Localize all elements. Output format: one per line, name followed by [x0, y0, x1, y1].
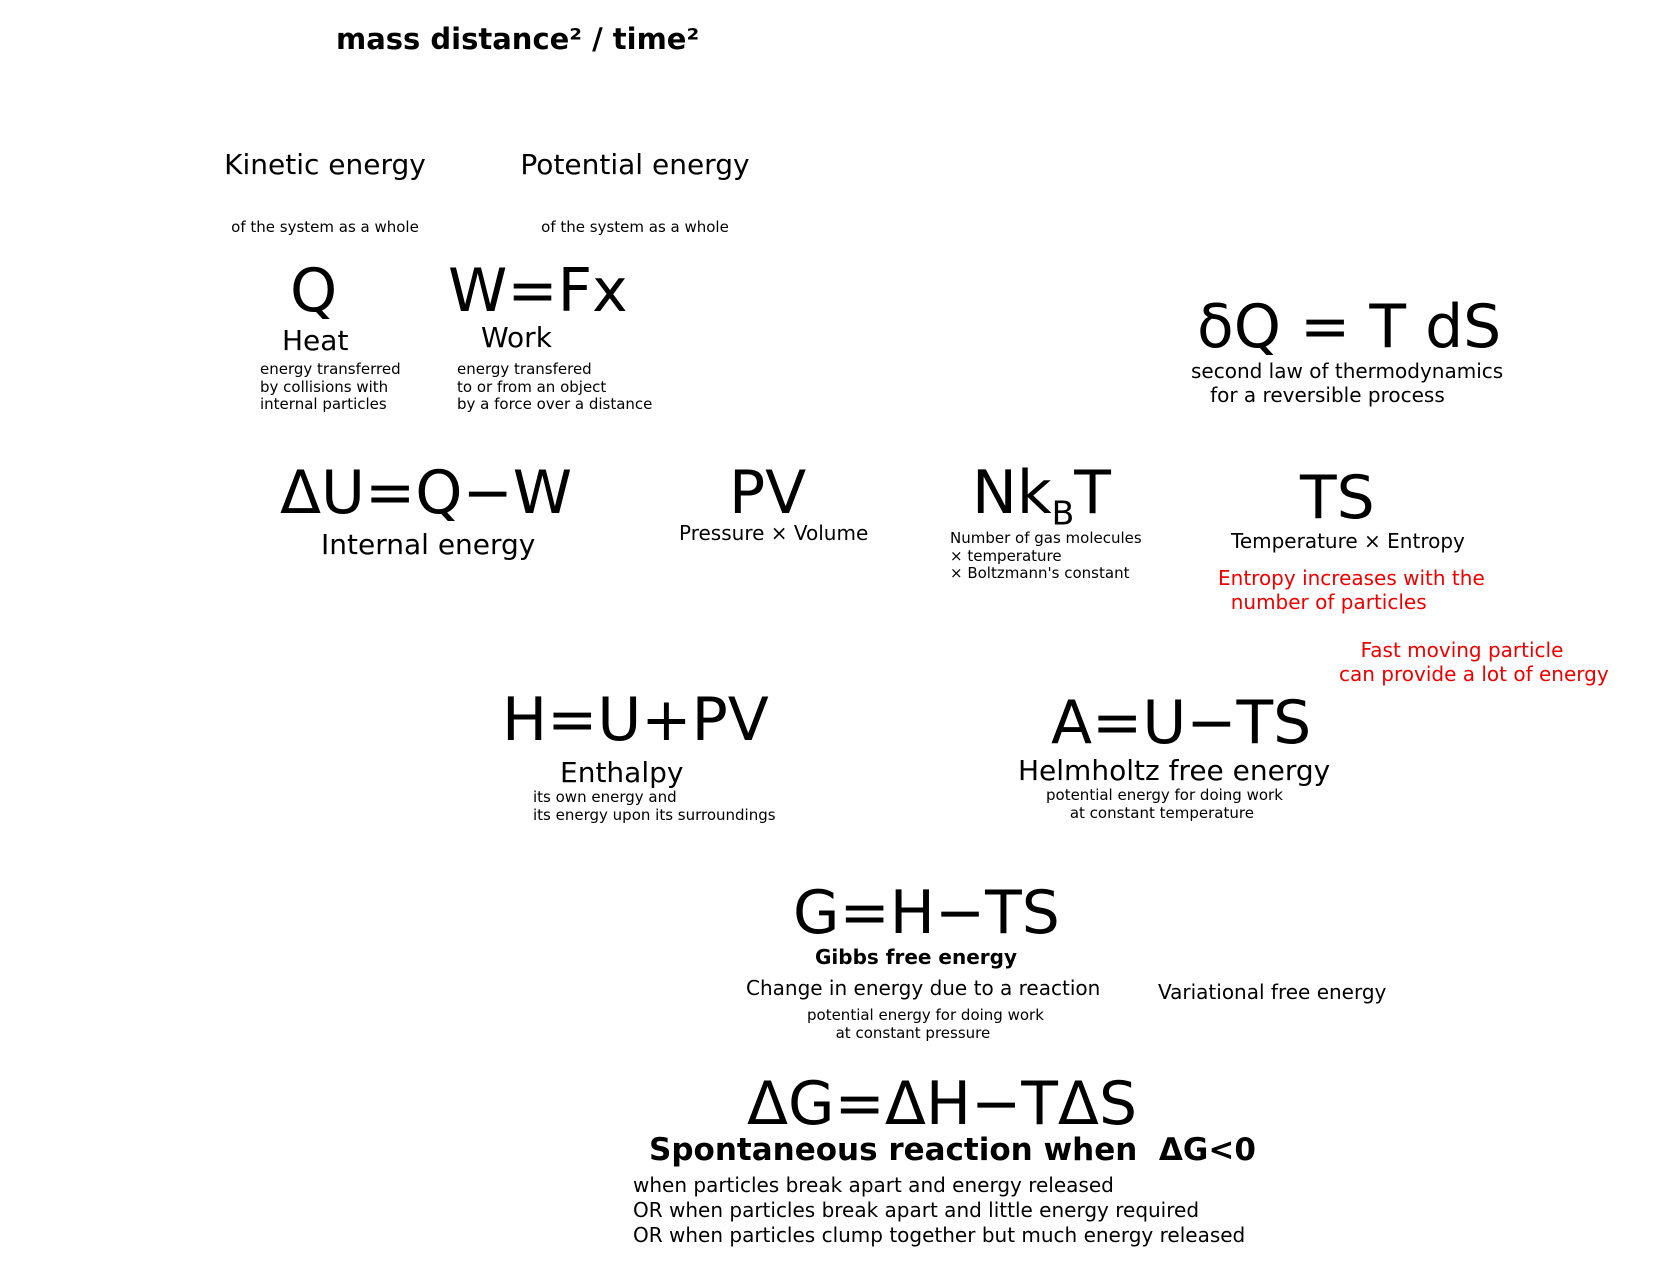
nkbt-description: Number of gas molecules × temperature × Boltzmann's constant — [950, 529, 1142, 583]
nkbt-formula-subscript: B — [1051, 493, 1075, 533]
gibbs-name: Gibbs free energy — [815, 945, 1018, 969]
enthalpy-description: its own energy and its energy upon its surroundings — [533, 788, 776, 824]
heat-description: energy transferred by collisions with internal particles — [260, 360, 401, 414]
kinetic-energy-title: Kinetic energy — [224, 147, 426, 181]
nkbt-formula-end: T — [1074, 458, 1111, 528]
units-header: mass distance² / time² — [336, 22, 700, 56]
heat-symbol: Q — [290, 256, 338, 326]
work-name: Work — [481, 321, 552, 354]
ts-name: Temperature × Entropy — [1231, 529, 1465, 553]
pv-name: Pressure × Volume — [679, 521, 869, 545]
pv-formula: PV — [729, 458, 807, 528]
variational-free-energy: Variational free energy — [1158, 980, 1387, 1004]
delta-g-formula: ΔG=ΔH−TΔS — [747, 1069, 1138, 1139]
helmholtz-name: Helmholtz free energy — [1018, 754, 1331, 787]
kinetic-energy-block — [220, 110, 430, 255]
kinetic-energy-note: of the system as a whole — [231, 217, 419, 236]
heat-name: Heat — [282, 324, 349, 357]
second-law-formula: δQ = T dS — [1197, 292, 1502, 362]
fast-particle-note: Fast moving particle can provide a lot of energy — [1339, 638, 1609, 686]
potential-energy-title: Potential energy — [520, 147, 750, 181]
internal-energy-name: Internal energy — [321, 528, 536, 561]
helmholtz-description: potential energy for doing work at constant temperature — [1046, 786, 1283, 822]
second-law-description: second law of thermodynamics for a reversible process — [1191, 359, 1504, 407]
work-description: energy transfered to or from an object by a force over a distance — [457, 360, 653, 414]
entropy-note: Entropy increases with the number of particles — [1218, 566, 1485, 614]
gibbs-description: potential energy for doing work at constant pressure — [807, 1006, 1044, 1042]
gibbs-change: Change in energy due to a reaction — [746, 976, 1101, 1000]
helmholtz-formula: A=U−TS — [1051, 688, 1312, 758]
spontaneous-condition: Spontaneous reaction when ΔG<0 — [649, 1132, 1256, 1168]
internal-energy-formula: ΔU=Q−W — [280, 458, 573, 528]
nkbt-formula — [972, 458, 1111, 533]
spontaneous-cases: when particles break apart and energy released OR when particles break apart and little energy required OR when particles clump together but much energy released — [633, 1173, 1246, 1247]
enthalpy-name: Enthalpy — [560, 756, 684, 789]
ts-formula: TS — [1300, 463, 1375, 533]
gibbs-formula: G=H−TS — [793, 878, 1060, 948]
enthalpy-formula: H=U+PV — [502, 685, 769, 755]
work-formula: W=Fx — [448, 256, 628, 326]
nkbt-formula-main: Nk — [972, 458, 1052, 528]
potential-energy-block — [520, 110, 750, 255]
potential-energy-note: of the system as a whole — [541, 217, 729, 236]
